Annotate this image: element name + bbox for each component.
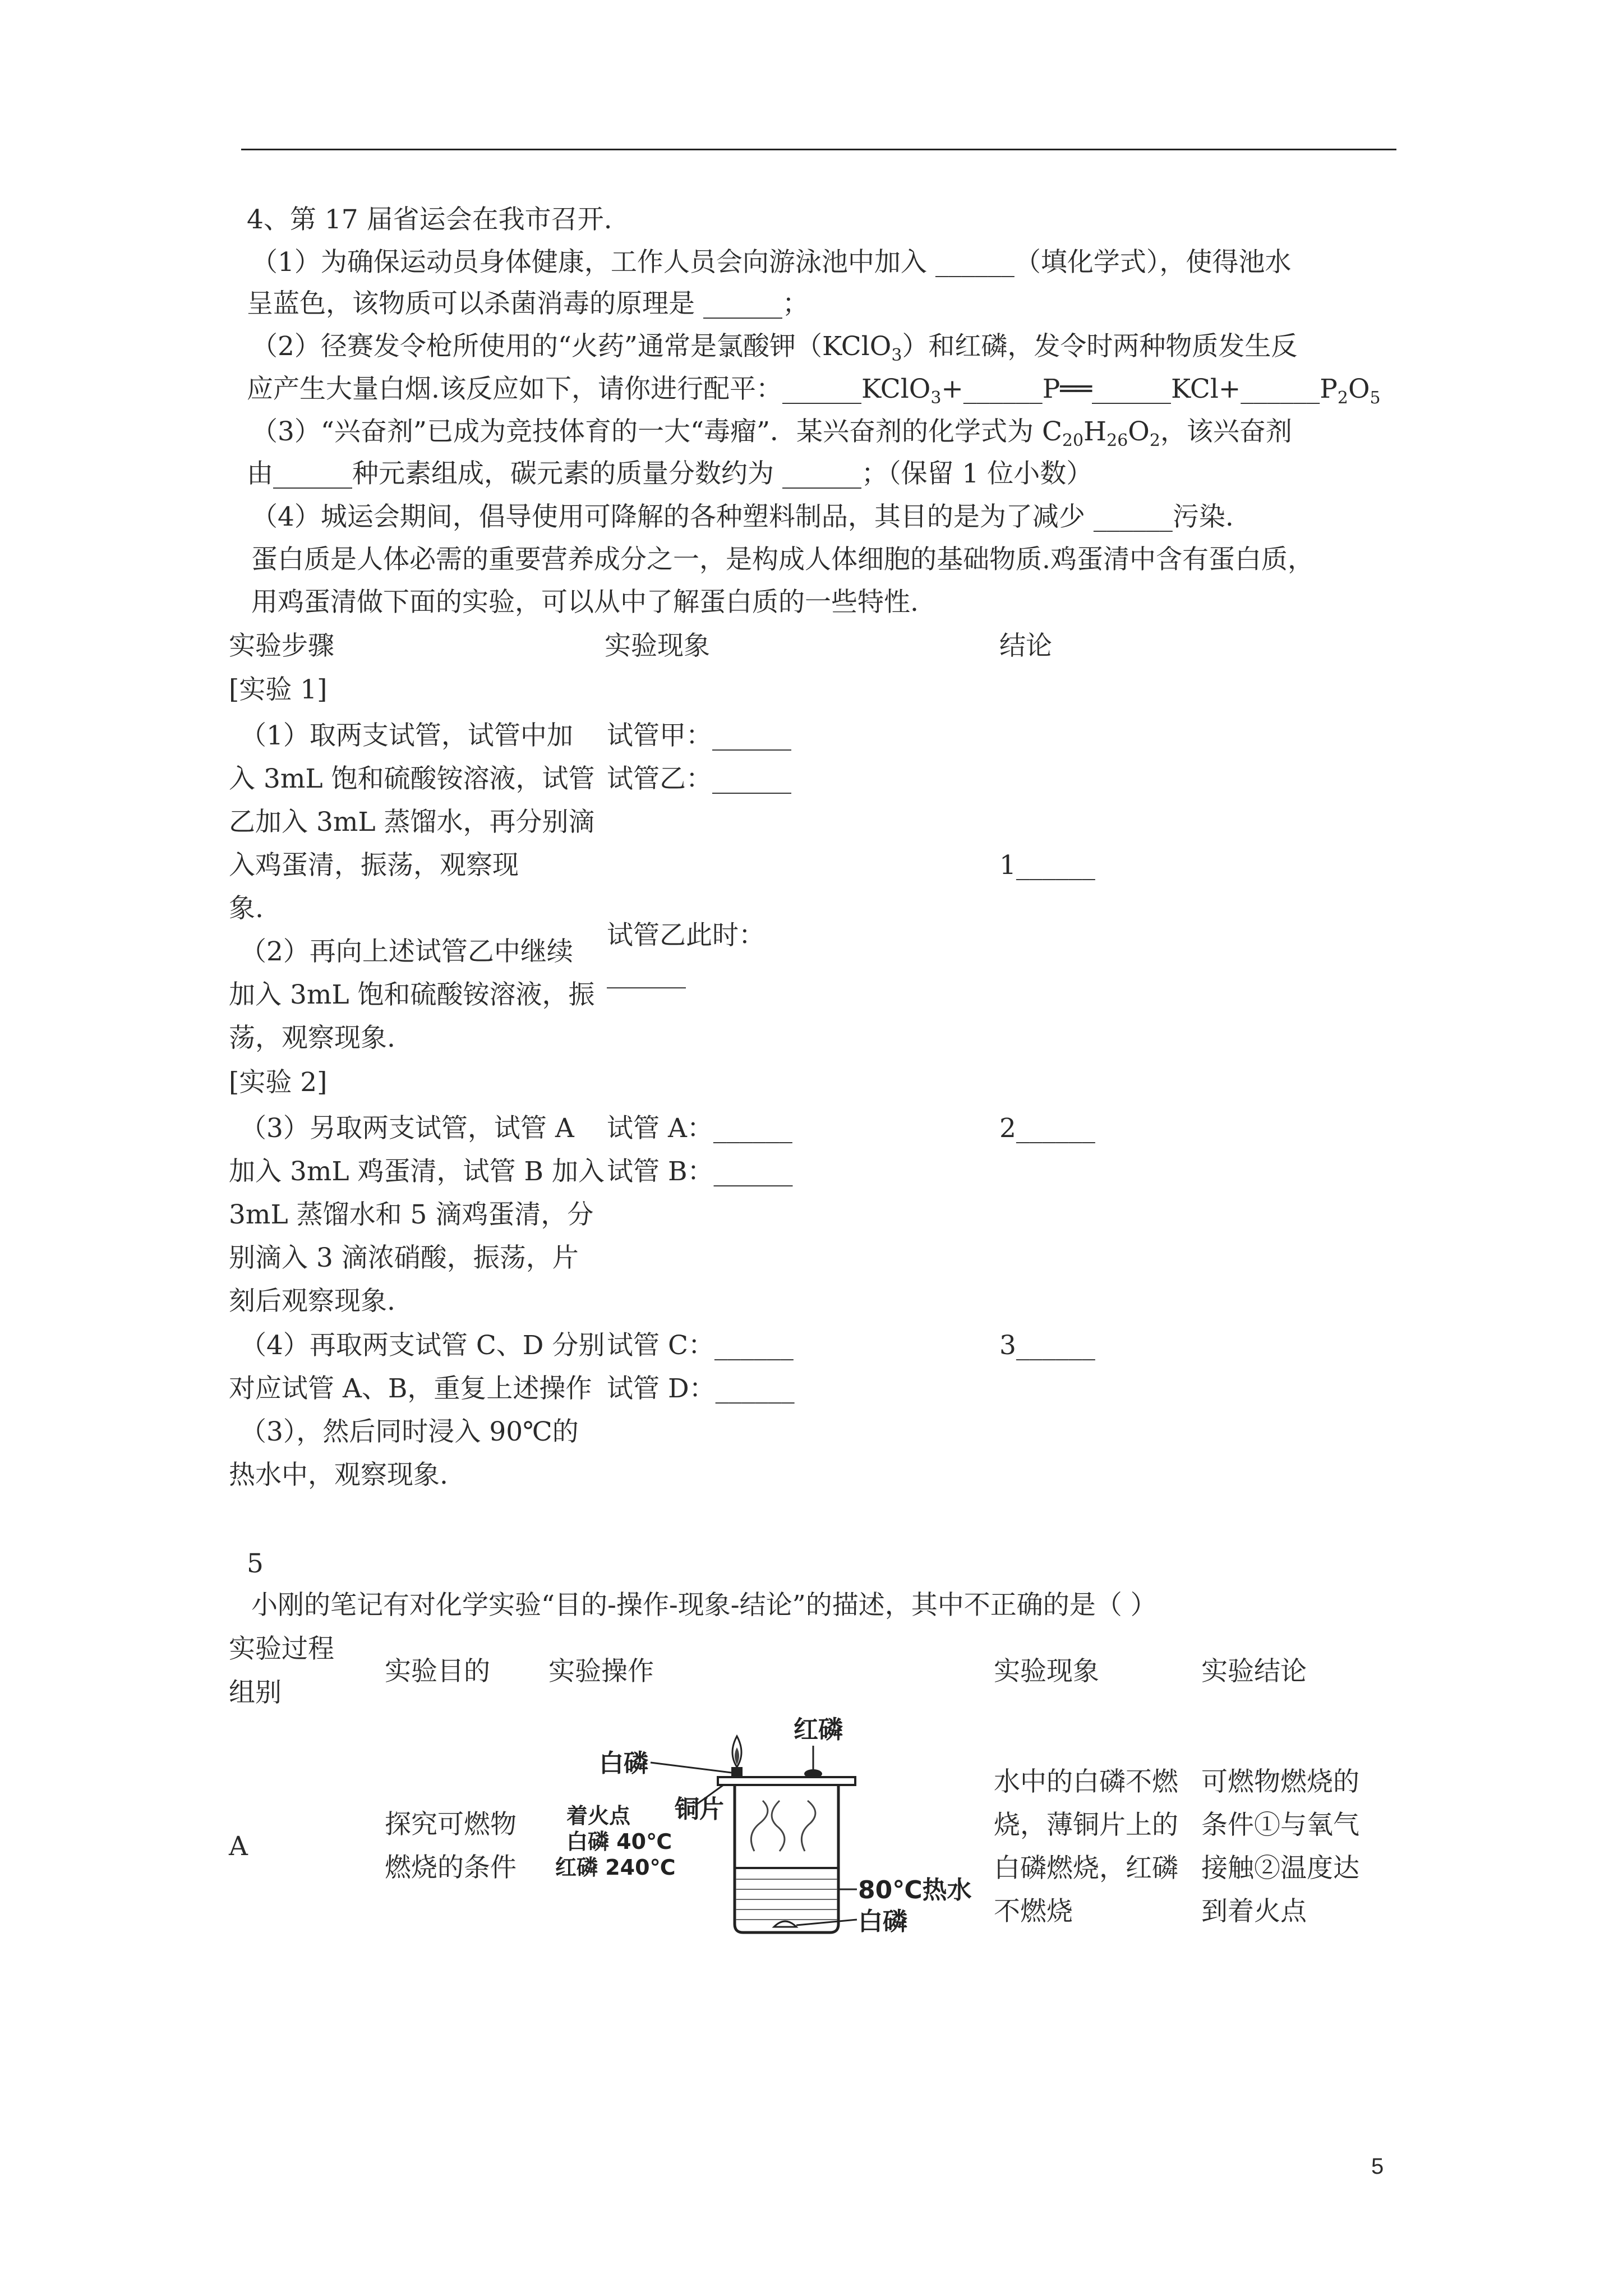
row-a-conclusion-line: 到着火点 (1201, 1896, 1307, 1927)
q4-part2-line2: 应产生大量白烟.该反应如下，请你进行配平：$\_\_\_\_\_\_KClO_3+\_\_\_\_\_\_P══\_\_\_\_\_\_KCl+\_\_\_\_\_\_P_2O_5$ (247, 374, 1381, 408)
step4-line: （4）再取两支试管 C、D 分别 (240, 1330, 605, 1361)
obs1-tube-jia: 试管甲：______ (607, 720, 791, 751)
step3-line: 别滴入 3 滴浓硝酸，振荡，片 (229, 1243, 579, 1273)
table2-header-conclusion: 实验结论 (1201, 1656, 1307, 1687)
obs2-blank: ______ (607, 958, 686, 989)
table2-header-operation: 实验操作 (548, 1656, 654, 1687)
protein-intro-line2: 用鸡蛋清做下面的实验，可以从中了解蛋白质的一些特性. (251, 587, 919, 618)
row-a-conclusion-line: 可燃物燃烧的 (1201, 1766, 1359, 1797)
label-ignition-point: 着火点 (566, 1803, 631, 1828)
red-phosphorus-on-plate (804, 1769, 822, 1778)
step2-line: （2）再向上述试管乙中继续 (240, 936, 573, 967)
obs2-tube-yi: 试管乙此时： (607, 920, 765, 951)
label-white-p-bottom: 白磷 (858, 1907, 907, 1935)
step2-line: 荡，观察现象. (229, 1023, 395, 1053)
obs1-tube-yi: 试管乙：______ (607, 763, 791, 794)
conclusion-1: 1______ (999, 850, 1095, 881)
label-white-p-temp: 白磷 40℃ (566, 1829, 672, 1854)
step4-line: 热水中，观察现象. (229, 1460, 448, 1490)
step3-line: 刻后观察现象. (229, 1286, 395, 1317)
q4-part3-line2: 由______种元素组成，碳元素的质量分数约为 ______；（保留 1 位小数） (247, 458, 1093, 489)
step4-line: 对应试管 A、B，重复上述操作 (229, 1373, 592, 1404)
row-a-conclusion-line: 接触②温度达 (1201, 1853, 1359, 1884)
row-a-phenomenon-line: 烧，薄铜片上的 (994, 1810, 1178, 1841)
exp2-label: [实验 2] (229, 1067, 328, 1098)
row-a-purpose-line: 燃烧的条件 (385, 1852, 517, 1883)
conclusion-3: 3______ (999, 1330, 1095, 1361)
q4-part4: （4）城运会期间，倡导使用可降解的各种塑料制品，其目的是为了减少 ______污染. (251, 501, 1234, 532)
conclusion-2: 2______ (999, 1113, 1095, 1144)
step3-line: （3）另取两支试管，试管 A (240, 1113, 574, 1144)
protein-intro-line1: 蛋白质是人体必需的重要营养成分之一，是构成人体细胞的基础物质.鸡蛋清中含有蛋白质， (251, 544, 1314, 575)
table1-header-conclusion: 结论 (999, 631, 1052, 661)
table2-header-process: 实验过程 (229, 1634, 334, 1664)
combustion-experiment-figure (538, 1711, 998, 1935)
white-phosphorus-in-water (774, 1921, 796, 1927)
label-leaders (651, 1746, 857, 1925)
row-a-phenomenon-line: 白磷燃烧，红磷 (994, 1853, 1178, 1884)
step1-line: （1）取两支试管，试管中加 (240, 720, 573, 751)
row-a-phenomenon-line: 不燃烧 (994, 1896, 1073, 1927)
q4-part1-line1: （1）为确保运动员身体健康，工作人员会向游泳池中加入 ______（填化学式），使得池水 (251, 247, 1292, 278)
copper-plate (718, 1777, 855, 1785)
q5-number: 5 (247, 1548, 264, 1579)
row-a-conclusion-line: 条件①与氧气 (1201, 1810, 1359, 1841)
step1-line: 入 3mL 饱和硫酸铵溶液，试管 (229, 763, 595, 794)
step3-line: 加入 3mL 鸡蛋清，试管 B 加入 (229, 1156, 605, 1187)
q4-part2-line1: （2）径赛发令枪所使用的“火药”通常是氯酸钾（KClO$_3$）和红磷，发令时两种物质发生反 (251, 331, 1298, 365)
table1-header-step: 实验步骤 (229, 631, 334, 661)
row-a-purpose-line: 探究可燃物 (385, 1809, 517, 1840)
obs3-tube-b: 试管 B：______ (607, 1156, 793, 1187)
label-white-phosphorus: 白磷 (599, 1749, 648, 1778)
page-number: 5 (1371, 2154, 1384, 2179)
step1-line: 象. (229, 893, 264, 924)
row-a-group: A (229, 1831, 248, 1862)
table2-header-phenomenon: 实验现象 (994, 1656, 1099, 1687)
step1-line: 入鸡蛋清，振荡，观察现 (229, 850, 519, 881)
label-red-phosphorus: 红磷 (794, 1715, 843, 1744)
steam-curls (751, 1801, 815, 1851)
table2-header-purpose: 实验目的 (385, 1656, 490, 1687)
table1-header-phenomenon: 实验现象 (605, 631, 710, 661)
label-red-p-temp: 红磷 240℃ (555, 1855, 676, 1880)
step1-line: 乙加入 3mL 蒸馏水，再分别滴 (229, 807, 595, 838)
water-hatching (736, 1879, 837, 1920)
label-hot-water: 80℃热水 (858, 1876, 972, 1904)
step4-line: （3），然后同时浸入 90℃的 (240, 1416, 579, 1447)
table2-header-group: 组别 (229, 1677, 282, 1708)
exp1-label: [实验 1] (229, 674, 328, 705)
obs4-tube-c: 试管 C：______ (607, 1330, 794, 1361)
header-rule (241, 149, 1396, 150)
obs4-tube-d: 试管 D：______ (607, 1373, 795, 1404)
step2-line: 加入 3mL 饱和硫酸铵溶液，振 (229, 979, 595, 1010)
q4-part1-line2: 呈蓝色，该物质可以杀菌消毒的原理是 ______； (247, 288, 809, 319)
obs3-tube-a: 试管 A：______ (607, 1113, 792, 1144)
q4-title: 4、第 17 届省运会在我市召开. (247, 204, 612, 235)
label-copper-plate: 铜片 (675, 1795, 724, 1824)
q5-stem: 小刚的笔记有对化学实验“目的-操作-现象-结论”的描述，其中不正确的是（ ） (251, 1590, 1157, 1621)
q4-part3-line1: （3）“兴奋剂”已成为竞技体育的一大“毒瘤”．某兴奋剂的化学式为 $C_{20}H_{26}O_2$，该兴奋剂 (251, 416, 1292, 450)
row-a-phenomenon-line: 水中的白磷不燃 (994, 1766, 1178, 1797)
step3-line: 3mL 蒸馏水和 5 滴鸡蛋清，分 (229, 1199, 594, 1230)
